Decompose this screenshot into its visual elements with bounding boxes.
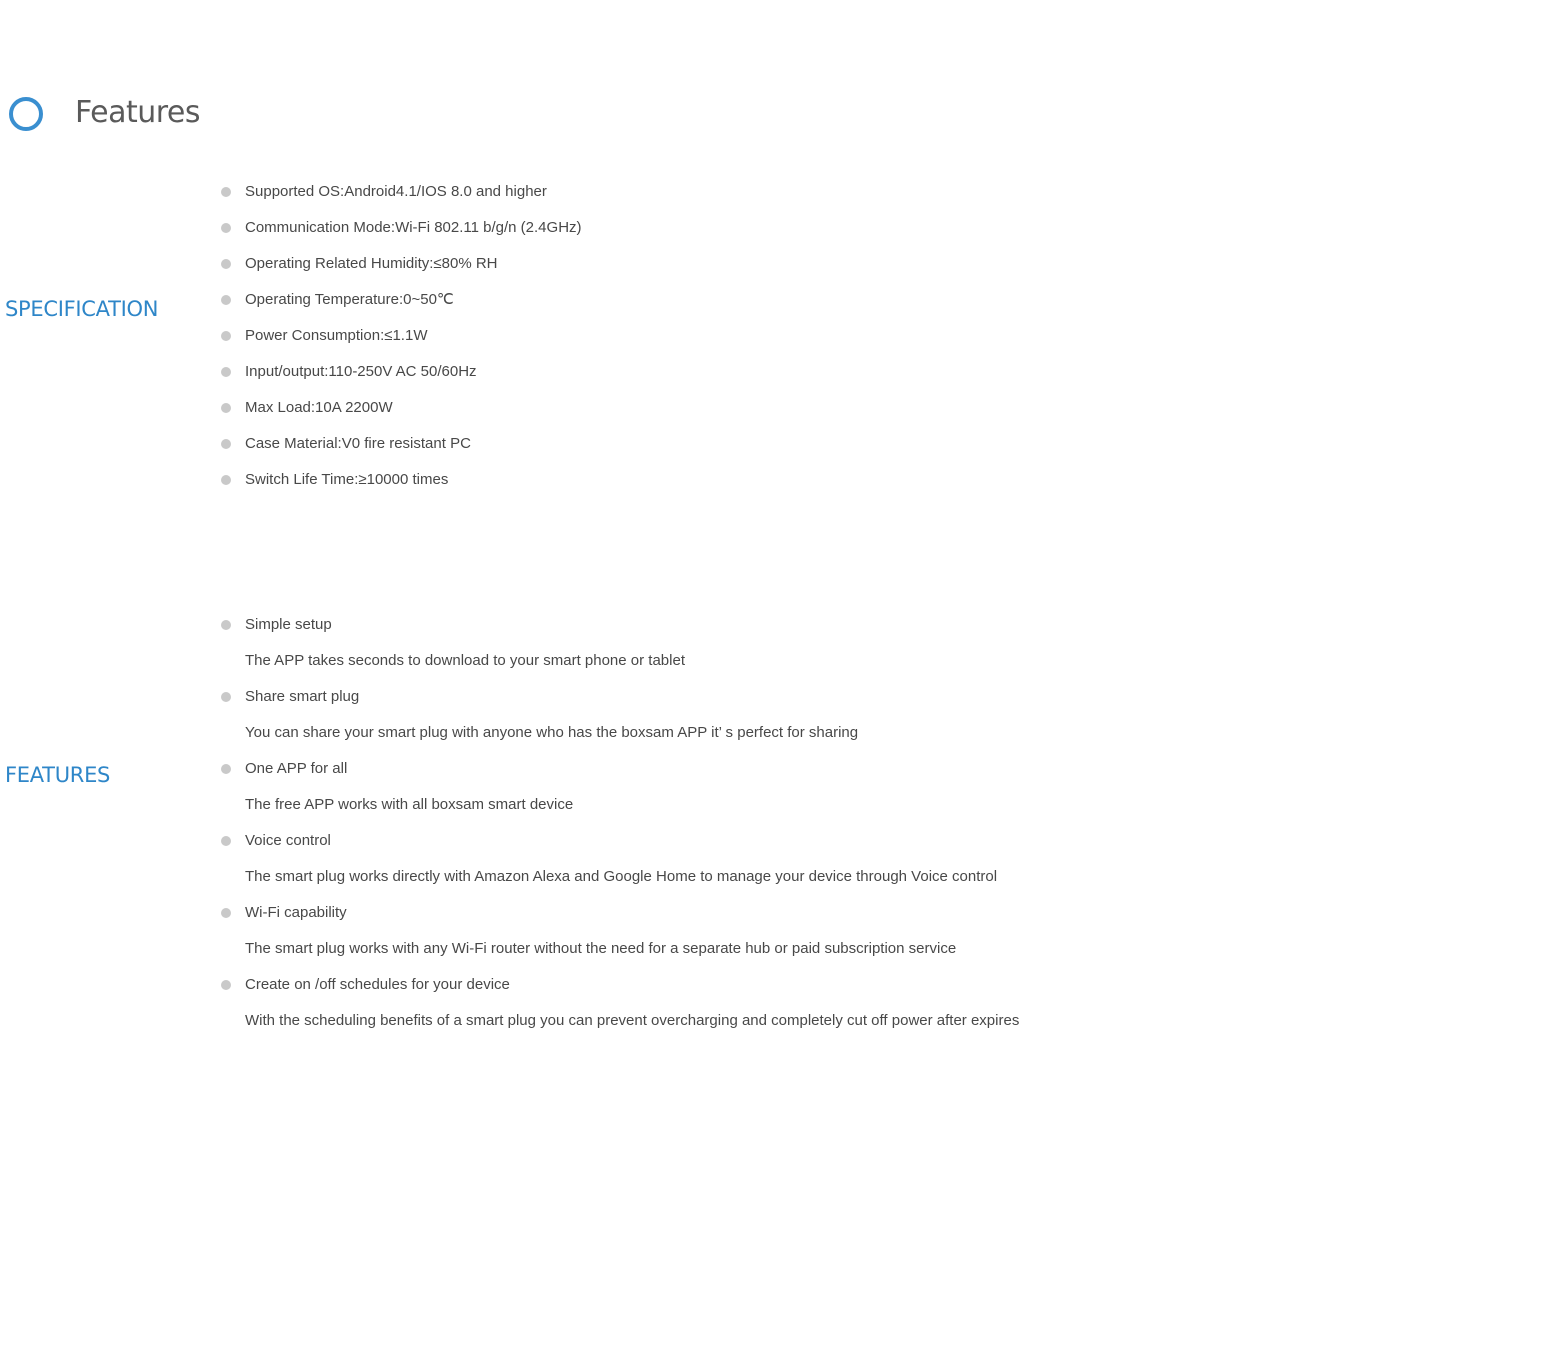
feature-description: The APP takes seconds to download to your smart phone or tablet [245,652,685,669]
bullet-icon [221,620,231,630]
list-item [220,426,582,462]
feature-title [220,823,1019,859]
feature-title-text: Simple setup [245,616,332,633]
list-item [220,282,582,318]
bullet-icon [221,836,231,846]
spec-text: Communication Mode:Wi-Fi 802.11 b/g/n (2.4GHz) [245,219,582,236]
bullet-icon [221,439,231,449]
feature-title-text: Create on /off schedules for your device [245,976,510,993]
feature-title [220,967,1019,1003]
specification-label: SPECIFICATION [5,297,159,321]
spec-text: Switch Life Time:≥10000 times [245,471,449,488]
features-list [220,607,1019,1039]
bullet-icon [221,259,231,269]
list-item [220,210,582,246]
bullet-icon [221,331,231,341]
bullet-icon [221,980,231,990]
ring-icon [9,97,43,131]
bullet-icon [221,764,231,774]
spec-text: Case Material:V0 fire resistant PC [245,435,471,452]
spec-text: Supported OS:Android4.1/IOS 8.0 and higher [245,183,547,200]
spec-text: Power Consumption:≤1.1W [245,327,428,344]
spec-text: Max Load:10A 2200W [245,399,393,416]
feature-title [220,679,1019,715]
list-item [220,462,582,498]
bullet-icon [221,475,231,485]
feature-description: The smart plug works directly with Amazon Alexa and Google Home to manage your device through Voice control [245,868,998,885]
feature-title [220,607,1019,643]
page-heading [9,90,200,136]
feature-title [220,895,1019,931]
feature-title-text: One APP for all [245,760,348,777]
bullet-icon [221,692,231,702]
feature-title-text: Voice control [245,832,331,849]
bullet-icon [221,403,231,413]
feature-description: You can share your smart plug with anyone who has the boxsam APP it’ s perfect for sharing [245,724,859,741]
bullet-icon [221,223,231,233]
list-item [220,246,582,282]
spec-text: Operating Temperature:0~50℃ [245,291,454,308]
feature-title-text: Share smart plug [245,688,360,705]
feature-description: With the scheduling benefits of a smart plug you can prevent overcharging and completely cut off power after expires [245,1012,1020,1029]
spec-text: Input/output:110-250V AC 50/60Hz [245,363,477,380]
bullet-icon [221,187,231,197]
list-item [220,318,582,354]
feature-title-text: Wi-Fi capability [245,904,347,921]
features-label: FEATURES [5,763,111,787]
bullet-icon [221,295,231,305]
bullet-icon [221,908,231,918]
spec-text: Operating Related Humidity:≤80% RH [245,255,498,272]
list-item [220,390,582,426]
specification-list [220,174,582,498]
feature-title [220,751,1019,787]
list-item [220,354,582,390]
page-title: Features [75,95,200,130]
list-item [220,174,582,210]
feature-description: The smart plug works with any Wi-Fi router without the need for a separate hub or paid subscription service [245,940,957,957]
feature-description: The free APP works with all boxsam smart device [245,796,574,813]
bullet-icon [221,367,231,377]
